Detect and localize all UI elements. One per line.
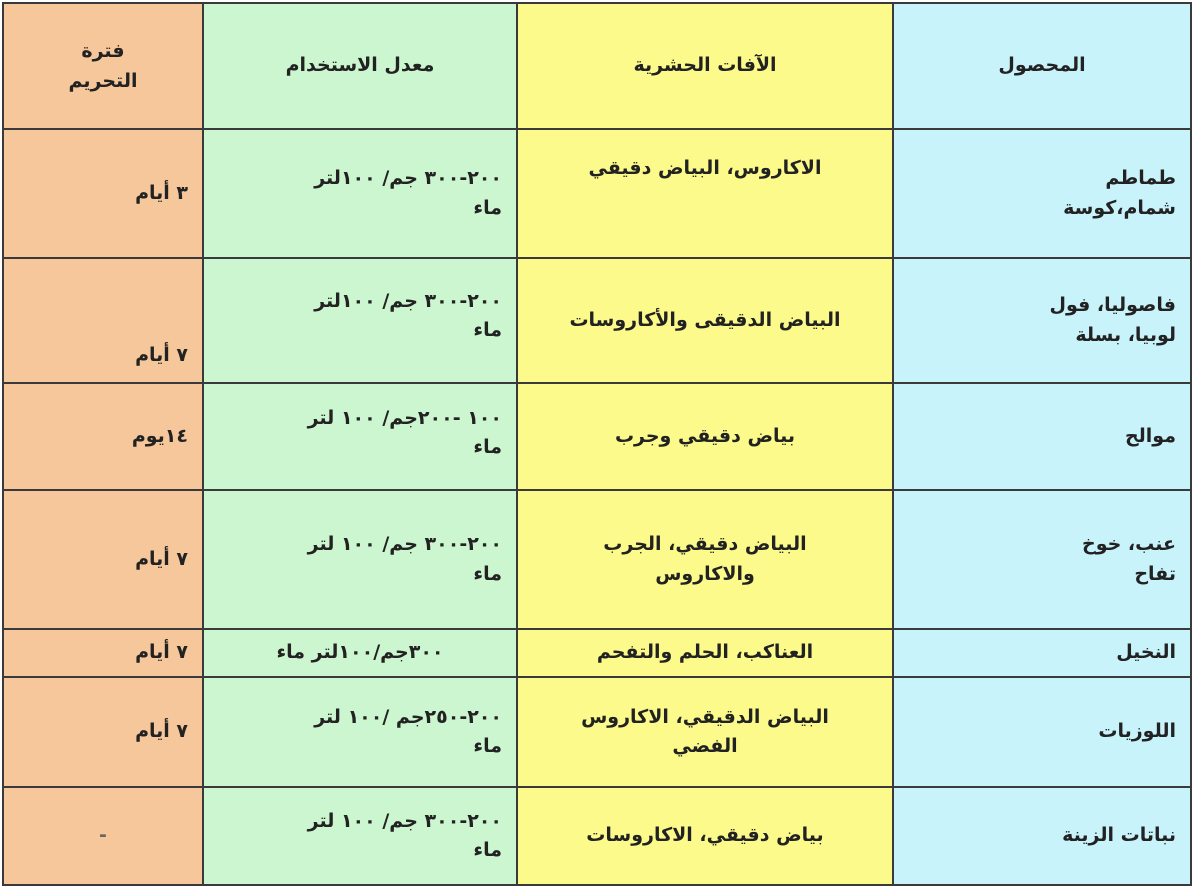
crop-line: طماطم [1105,167,1176,190]
rate-cell [203,258,517,383]
phi-cell: ٧ أيام [3,629,203,677]
rate-line: ٢٠٠-٣٠٠ جم/ ١٠٠ لتر [307,533,502,556]
header-pests: الآفات الحشرية [517,3,893,129]
pests-cell [517,629,893,677]
rate-line: ٢٠٠-٣٠٠ جم/ ١٠٠لتر [314,167,502,190]
rate-line: ماء [473,196,502,219]
pests-line: الاكاروس، البياض دقيقي [588,157,822,179]
pests-line: البياض دقيقي، الجرب [603,533,807,556]
phi-cell: ٣ أيام [3,129,203,258]
pests-cell [517,787,893,885]
rate-cell [203,383,517,490]
crop-line: عنب، خوخ [1082,533,1176,556]
header-row [3,3,1191,129]
table-row [3,677,1191,787]
table-row [3,383,1191,490]
pests-line: العناكب، الحلم والتفحم [596,641,814,664]
rate-line: ماء [473,735,502,757]
rate-line: ٢٠٠-٣٠٠ جم/ ١٠٠لتر [314,290,502,312]
header-crop: المحصول [893,3,1191,129]
crop-cell [893,258,1191,383]
rate-line: ماء [473,839,502,861]
crop-line: اللوزيات [1098,720,1176,743]
pests-line: البياض الدقيقى والأكاروسات [569,308,841,331]
pests-line: الفضي [672,735,738,757]
phi-cell: ٧ أيام [3,677,203,787]
pests-cell [517,383,893,490]
pests-line: بياض دقيقي، الاكاروسات [586,824,824,847]
rate-line: ١٠٠ -٢٠٠جم/ ١٠٠ لتر [307,407,502,429]
rate-cell [203,787,517,885]
pesticide-table [2,2,1192,886]
table-row [3,629,1191,677]
crop-cell [893,490,1191,629]
crop-cell [893,787,1191,885]
rate-cell [203,490,517,629]
rate-line: ٣٠٠جم/١٠٠لتر ماء [276,641,444,664]
rate-cell [203,677,517,787]
crop-line: موالح [1124,424,1176,447]
table-row [3,258,1191,383]
header-phi-line1: فترة [81,39,125,62]
rate-line: ٢٠٠-٣٠٠ جم/ ١٠٠ لتر [307,809,502,832]
crop-line: نباتات الزينة [1062,824,1176,847]
crop-line: فاصوليا، فول [1049,294,1176,317]
crop-line: النخيل [1116,641,1176,664]
crop-cell [893,677,1191,787]
pests-cell [517,258,893,383]
rate-line: ماء [473,562,502,585]
table-row [3,490,1191,629]
rate-cell [203,129,517,258]
table-row [3,129,1191,258]
table-row [3,787,1191,885]
phi-cell: ٧ أيام [3,490,203,629]
header-rate: معدل الاستخدام [203,3,517,129]
rate-line: ماء [473,436,502,459]
rate-line: ٢٠٠-٢٥٠جم /١٠٠ لتر [314,705,502,728]
crop-cell [893,129,1191,258]
rate-line: ماء [473,319,502,342]
pests-line: بياض دقيقي وجرب [614,424,796,447]
phi-cell: ١٤يوم [3,383,203,490]
crop-line: شمام،كوسة [1063,196,1176,219]
crop-cell [893,383,1191,490]
pests-line: والاكاروس [655,562,755,585]
pests-cell [517,677,893,787]
pests-line: البياض الدقيقي، الاكاروس [581,705,829,728]
crop-cell [893,629,1191,677]
pests-cell [517,129,893,258]
header-phi [3,3,203,129]
pests-cell [517,490,893,629]
crop-line: تفاح [1134,562,1176,585]
rate-cell [203,629,517,677]
header-phi-line2: التحريم [68,70,138,92]
crop-line: لوبيا، بسلة [1075,323,1176,346]
phi-cell: ٧ أيام [3,258,203,383]
phi-cell: - [3,787,203,885]
